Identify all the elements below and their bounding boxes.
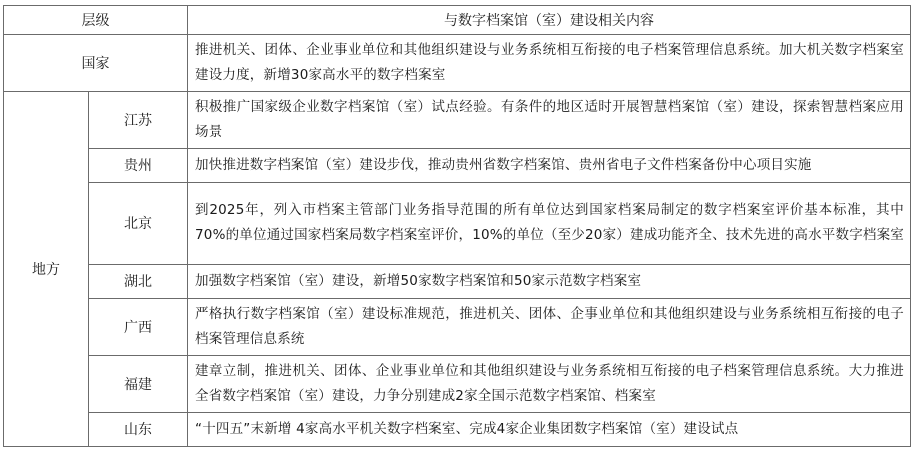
- national-label: 国家: [4, 34, 188, 91]
- region-name: 广西: [89, 298, 188, 355]
- region-content: “十四五”末新增 4家高水平机关数字档案室、完成4家企业集团数字档案馆（室）建设试点: [188, 412, 911, 446]
- region-name: 湖北: [89, 264, 188, 298]
- region-content: 建章立制，推进机关、团体、企业事业单位和其他组织建设与业务系统相互衔接的电子档案管理信息系统。大力推进全省数字档案馆（室）建设，力争分别建成2家全国示范数字档案馆、档案室: [188, 355, 911, 412]
- national-content: 推进机关、团体、企业事业单位和其他组织建设与业务系统相互衔接的电子档案管理信息系统。加大机关数字档案室建设力度，新增30家高水平的数字档案室: [188, 34, 911, 91]
- table-row: [4, 182, 911, 264]
- header-row: [4, 6, 911, 35]
- table-row: [4, 148, 911, 182]
- region-name: 贵州: [89, 148, 188, 182]
- region-content: 积极推广国家级企业数字档案馆（室）试点经验。有条件的地区适时开展智慧档案馆（室）建设，探索智慧档案应用场景: [188, 91, 911, 148]
- region-content: 加快推进数字档案馆（室）建设步伐，推动贵州省数字档案馆、贵州省电子文件档案备份中心项目实施: [188, 148, 911, 182]
- table-row: [4, 298, 911, 355]
- region-name: 北京: [89, 182, 188, 264]
- region-name: 江苏: [89, 91, 188, 148]
- policy-table: [3, 5, 911, 447]
- region-content: 严格执行数字档案馆（室）建设标准规范，推进机关、团体、企事业单位和其他组织建设与业务系统相互衔接的电子档案管理信息系统: [188, 298, 911, 355]
- region-content: 到2025年，列入市档案主管部门业务指导范围的所有单位达到国家档案局制定的数字档案室评价基本标准，其中70%的单位通过国家档案局数字档案室评价，10%的单位（至少20家）建成功能齐全、技术先进的高水平数字档案室: [188, 182, 911, 264]
- table-row: [4, 355, 911, 412]
- region-content: 加强数字档案馆（室）建设，新增50家数字档案馆和50家示范数字档案室: [188, 264, 911, 298]
- region-name: 福建: [89, 355, 188, 412]
- local-label: 地方: [4, 91, 89, 446]
- header-level: 层级: [4, 6, 188, 35]
- table-row: [4, 412, 911, 446]
- header-content: 与数字档案馆（室）建设相关内容: [188, 6, 911, 35]
- table-row: [4, 264, 911, 298]
- table-row: [4, 91, 911, 148]
- region-name: 山东: [89, 412, 188, 446]
- table-row: [4, 34, 911, 91]
